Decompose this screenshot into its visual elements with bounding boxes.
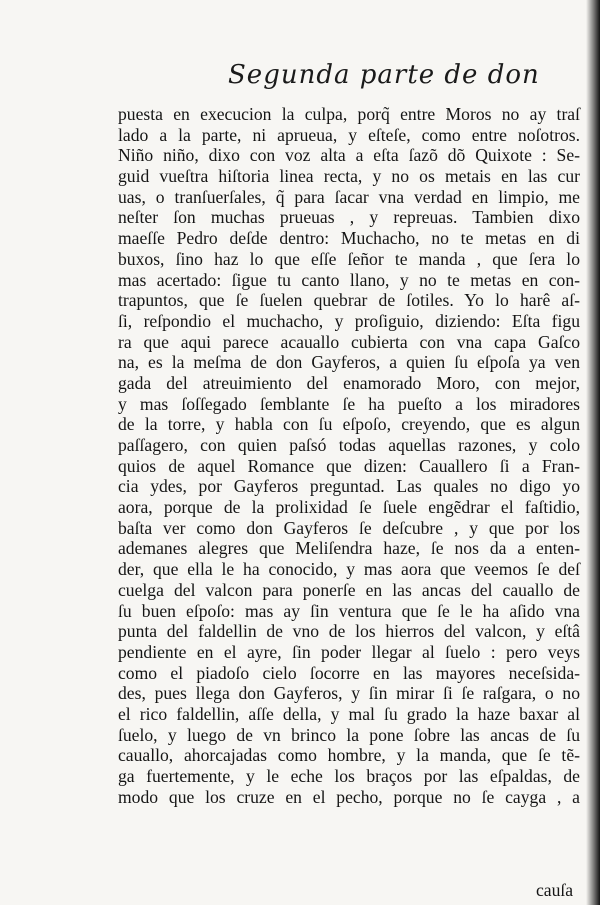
text-line: maeſſe Pedro deſde dentro: Muchacho, no te metas en di — [118, 228, 580, 249]
text-line: como el piadoſo cielo ſocorre en las mayores neceſsida- — [118, 662, 580, 683]
running-head: Segunda parte de don — [228, 60, 540, 90]
text-line: trapuntos, que ſe ſuelen quebrar de ſotiles. Yo lo harê aſ- — [118, 290, 580, 311]
text-line: der, que ella le ha conocido, y mas aora que veemos ſe deſ — [118, 559, 580, 580]
body-text — [118, 104, 580, 807]
text-line: de la torre, y habla con ſu eſpoſo, creyendo, que es algun — [118, 414, 580, 435]
text-line: cauallo, ahorcajadas como hombre, y la manda, que ſe tẽ- — [118, 745, 580, 766]
text-line: pendiente en el ayre, ſin poder llegar al ſuelo : pero veys — [118, 641, 580, 662]
text-line: buxos, ſino haz lo que eſſe ſeñor te manda , que ſera lo — [118, 248, 580, 269]
text-line: neſter ſon muchas prueuas , y repreuas. Tambien dixo — [118, 207, 580, 228]
text-line: lado a la parte, ni aprueua, y eſteſe, como entre noſotros. — [118, 124, 580, 145]
catchword: cauſa — [536, 880, 574, 900]
text-line: quios de aquel Romance que dizen: Cauallero ſi a Fran- — [118, 455, 580, 476]
text-line: ademanes alegres que Meliſendra haze, ſe nos da a enten- — [118, 538, 580, 559]
text-line: modo que los cruze en el pecho, porque no ſe cayga , a — [118, 786, 580, 807]
text-line: gada del atreuimiento del enamorado Moro, con mejor, — [118, 372, 580, 393]
text-line: puesta en execucion la culpa, porq̃ entre Moros no ay traſ — [118, 104, 580, 124]
text-line: guid vueſtra hiſtoria linea recta, y no os metais en las cur — [118, 166, 580, 187]
text-line: Niño niño, dixo con voz alta a eſta ſazõ dõ Quixote : Se- — [118, 145, 580, 166]
text-line: punta del faldellin de vno de los hierros del valcon, y eſtâ — [118, 621, 580, 642]
text-line: na, es la meſma de don Gayferos, a quien ſu eſpoſa ya ven — [118, 352, 580, 373]
text-line: y mas ſoſſegado ſemblante ſe ha pueſto a los miradores — [118, 393, 580, 414]
text-line: mas acertado: ſigue tu canto llano, y no te metas en con- — [118, 269, 580, 290]
page-edge-shadow — [586, 0, 600, 905]
text-line: ra que aqui parece acauallo cubierta con vna capa Gaſco — [118, 331, 580, 352]
text-line: el rico faldellin, aſſe della, y mal ſu grado la haze baxar al — [118, 703, 580, 724]
text-line: baſta ver como don Gayferos ſe deſcubre , y que por los — [118, 517, 580, 538]
text-line: ſu buen eſpoſo: mas ay ſin ventura que ſe le ha aſido vna — [118, 600, 580, 621]
text-line: ga fuertemente, y le eche los braços por las eſpaldas, de — [118, 766, 580, 786]
text-line: ſi, reſpondio el muchacho, y proſiguio, diziendo: Eſta figu — [118, 310, 580, 331]
text-line: cuelga del valcon para ponerſe en las ancas del cauallo de — [118, 579, 580, 600]
text-line: uas, o tranſuerſales, q̃ para ſacar vna verdad en limpio, me — [118, 186, 580, 207]
text-line: paſſagero, con quien paſsó todas aquellas razones, y colo — [118, 435, 580, 455]
text-line: des, pues llega don Gayferos, y ſin mirar ſi ſe raſgara, o no — [118, 683, 580, 704]
text-line: aora, porque de la prolixidad ſe ſuele engẽdrar el faſtidio, — [118, 497, 580, 518]
text-line: cia ydes, por Gayferos preguntad. Las quales no digo yo — [118, 476, 580, 497]
text-line: ſuelo, y luego de vn brinco la pone ſobre las ancas de ſu — [118, 724, 580, 745]
